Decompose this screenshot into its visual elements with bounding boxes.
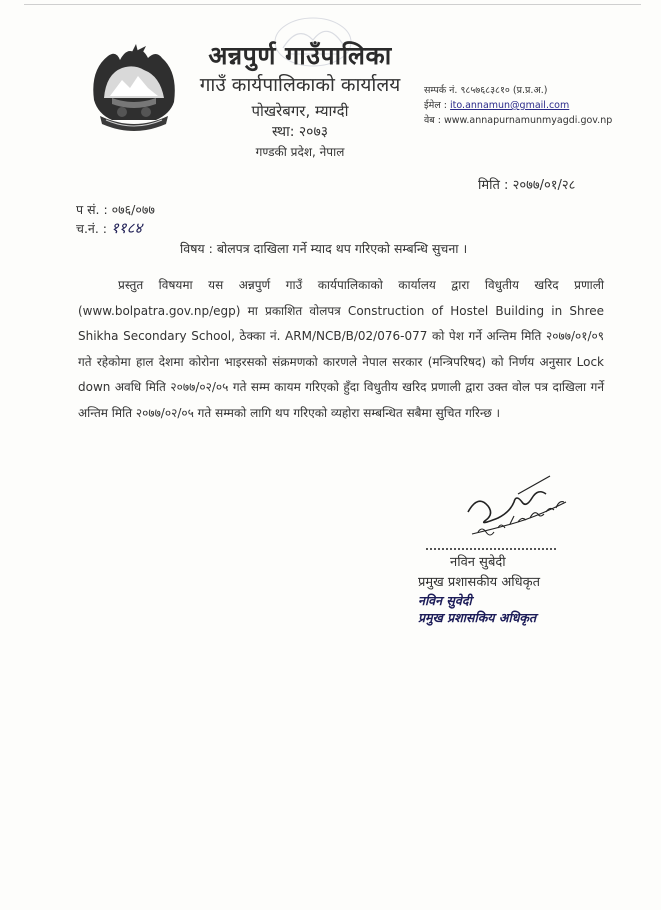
contact-phone: सम्पर्क नं. ९८५७६८३८१० (प्र.प्र.अ.) <box>424 85 548 96</box>
established-year: स्था: २०७३ <box>271 124 329 140</box>
letterhead <box>180 40 420 162</box>
date-label: मिति : <box>478 178 509 193</box>
contact-web-link[interactable]: www.annapurnamunmyagdi.gov.np <box>443 115 613 126</box>
letter-date <box>478 175 575 193</box>
reference-block <box>76 201 155 238</box>
province-name: गण्डकी प्रदेश, नेपाल <box>255 145 345 159</box>
office-location: पोखरेबगर, म्याग्दी <box>251 102 349 120</box>
subject-line: विषय : बोलपत्र दाखिला गर्ने म्याद थप गरिएको सम्बन्धि सुचना । <box>180 241 468 256</box>
ps-label: प सं. : <box>76 202 108 217</box>
cn-label: च.नं. : <box>76 221 108 236</box>
notice-body: प्रस्तुत विषयमा यस अन्नपुर्ण गाउँ कार्यपालिकाको कार्यालय द्वारा विधुतीय खरिद प्रणाली (www.bolpatra.gov.np/egp) मा प्रकाशित वोलपत्र Construction of Hostel Building in Shree Shikha Secondary School, ठेक्का नं. ARM/NCB/B/02/076-077 को पेश गर्ने अन्तिम मिति २०७७/०१/०९ गते रहेकोमा हाल देशमा कोरोना भाइरसको संक्रमणको कारणले नेपाल सरकार (मन्त्रिपरिषद) को निर्णय अनुसार Lock down अवधि मिति २०७७/०२/०५ गते सम्म कायम गरिएको हुँदा विधुतीय खरिद प्रणाली द्वारा उक्त वोल पत्र दाखिला गर्ने अन्तिम मिति २०७७/०२/०५ गते सम्मको लागि थप गरिएको व्यहोरा सम्बन्धित सबैमा सुचित गरिन्छ । <box>78 278 604 420</box>
ps-number-row <box>76 201 155 219</box>
office-name: गाउँ कार्यपालिकाको कार्यालय <box>199 74 401 96</box>
signatory-name: नविन सुबेदी <box>450 555 506 570</box>
signatory-title: प्रमुख प्रशासकीय अधिकृत <box>418 575 541 590</box>
official-stamp <box>418 592 536 626</box>
cn-number-row <box>76 219 155 238</box>
municipality-title: अन्नपुर्ण गाउँपालिका <box>208 41 392 70</box>
contact-web-row <box>424 113 612 128</box>
contact-web-label: वेब : <box>424 115 441 126</box>
contact-block <box>424 83 612 128</box>
cn-value-handwritten: ११८४ <box>111 219 143 237</box>
handwritten-signature <box>458 472 578 542</box>
contact-email-label: ईमेल : <box>424 100 448 111</box>
contact-email-link[interactable]: ito.annamun@gmail.com <box>450 100 570 111</box>
ps-value: ०७६/०७७ <box>111 202 155 217</box>
date-value: २०७७/०१/२८ <box>512 178 576 193</box>
signature-line <box>426 548 556 550</box>
government-emblem-icon <box>86 40 182 136</box>
contact-email-row <box>424 98 612 113</box>
top-rule <box>24 4 641 5</box>
stamp-title: प्रमुख प्रशासकिय अधिकृत <box>418 610 537 625</box>
stamp-name: नविन सुवेदी <box>418 593 472 608</box>
